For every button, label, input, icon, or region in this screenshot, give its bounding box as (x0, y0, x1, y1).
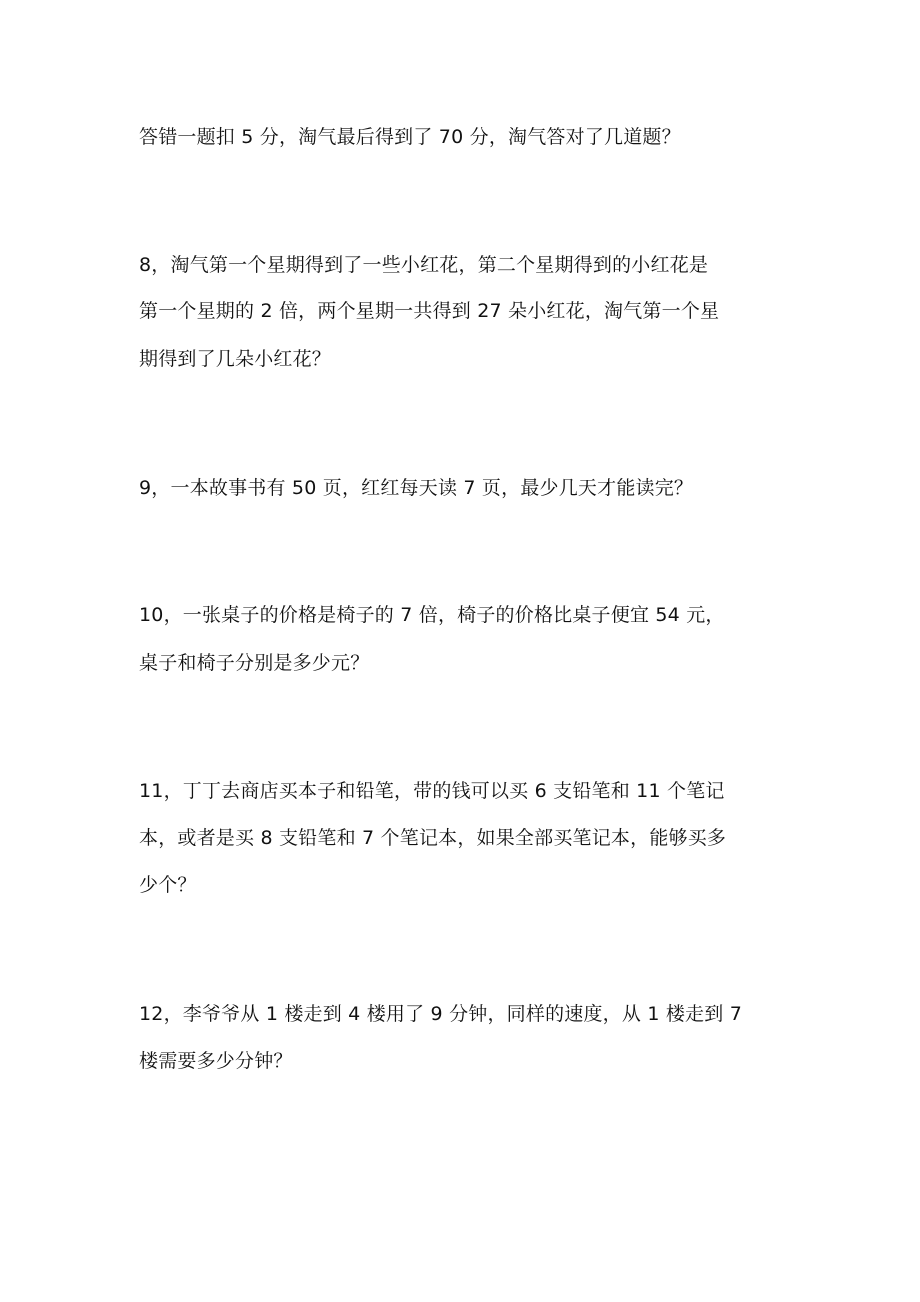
problem-11-line-2: 本，或者是买 8 支铅笔和 7 个笔记本，如果全部买笔记本，能够买多 (139, 827, 727, 849)
problem-10-line-1: 10，一张桌子的价格是椅子的 7 倍，椅子的价格比桌子便宜 54 元， (139, 604, 725, 626)
problem-9-line-1: 9，一本故事书有 50 页，红红每天读 7 页，最少几天才能读完？ (139, 477, 694, 499)
problem-8-line-2: 第一个星期的 2 倍，两个星期一共得到 27 朵小红花，淘气第一个星 (139, 300, 720, 322)
problem-12-line-2: 楼需要多少分钟？ (139, 1050, 293, 1072)
problem-7-line-1: 答错一题扣 5 分，淘气最后得到了 70 分，淘气答对了几道题？ (139, 126, 681, 148)
problem-8-line-3: 期得到了几朵小红花？ (139, 348, 332, 370)
problem-12-line-1: 12，李爷爷从 1 楼走到 4 楼用了 9 分钟，同样的速度，从 1 楼走到 7 (139, 1003, 742, 1025)
problem-11-line-1: 11，丁丁去商店买本子和铅笔，带的钱可以买 6 支铅笔和 11 个笔记 (139, 780, 725, 802)
problem-11-line-3: 少个？ (139, 874, 197, 896)
problem-10-line-2: 桌子和椅子分别是多少元？ (139, 652, 370, 674)
problem-8-line-1: 8，淘气第一个星期得到了一些小红花，第二个星期得到的小红花是 (139, 254, 709, 276)
